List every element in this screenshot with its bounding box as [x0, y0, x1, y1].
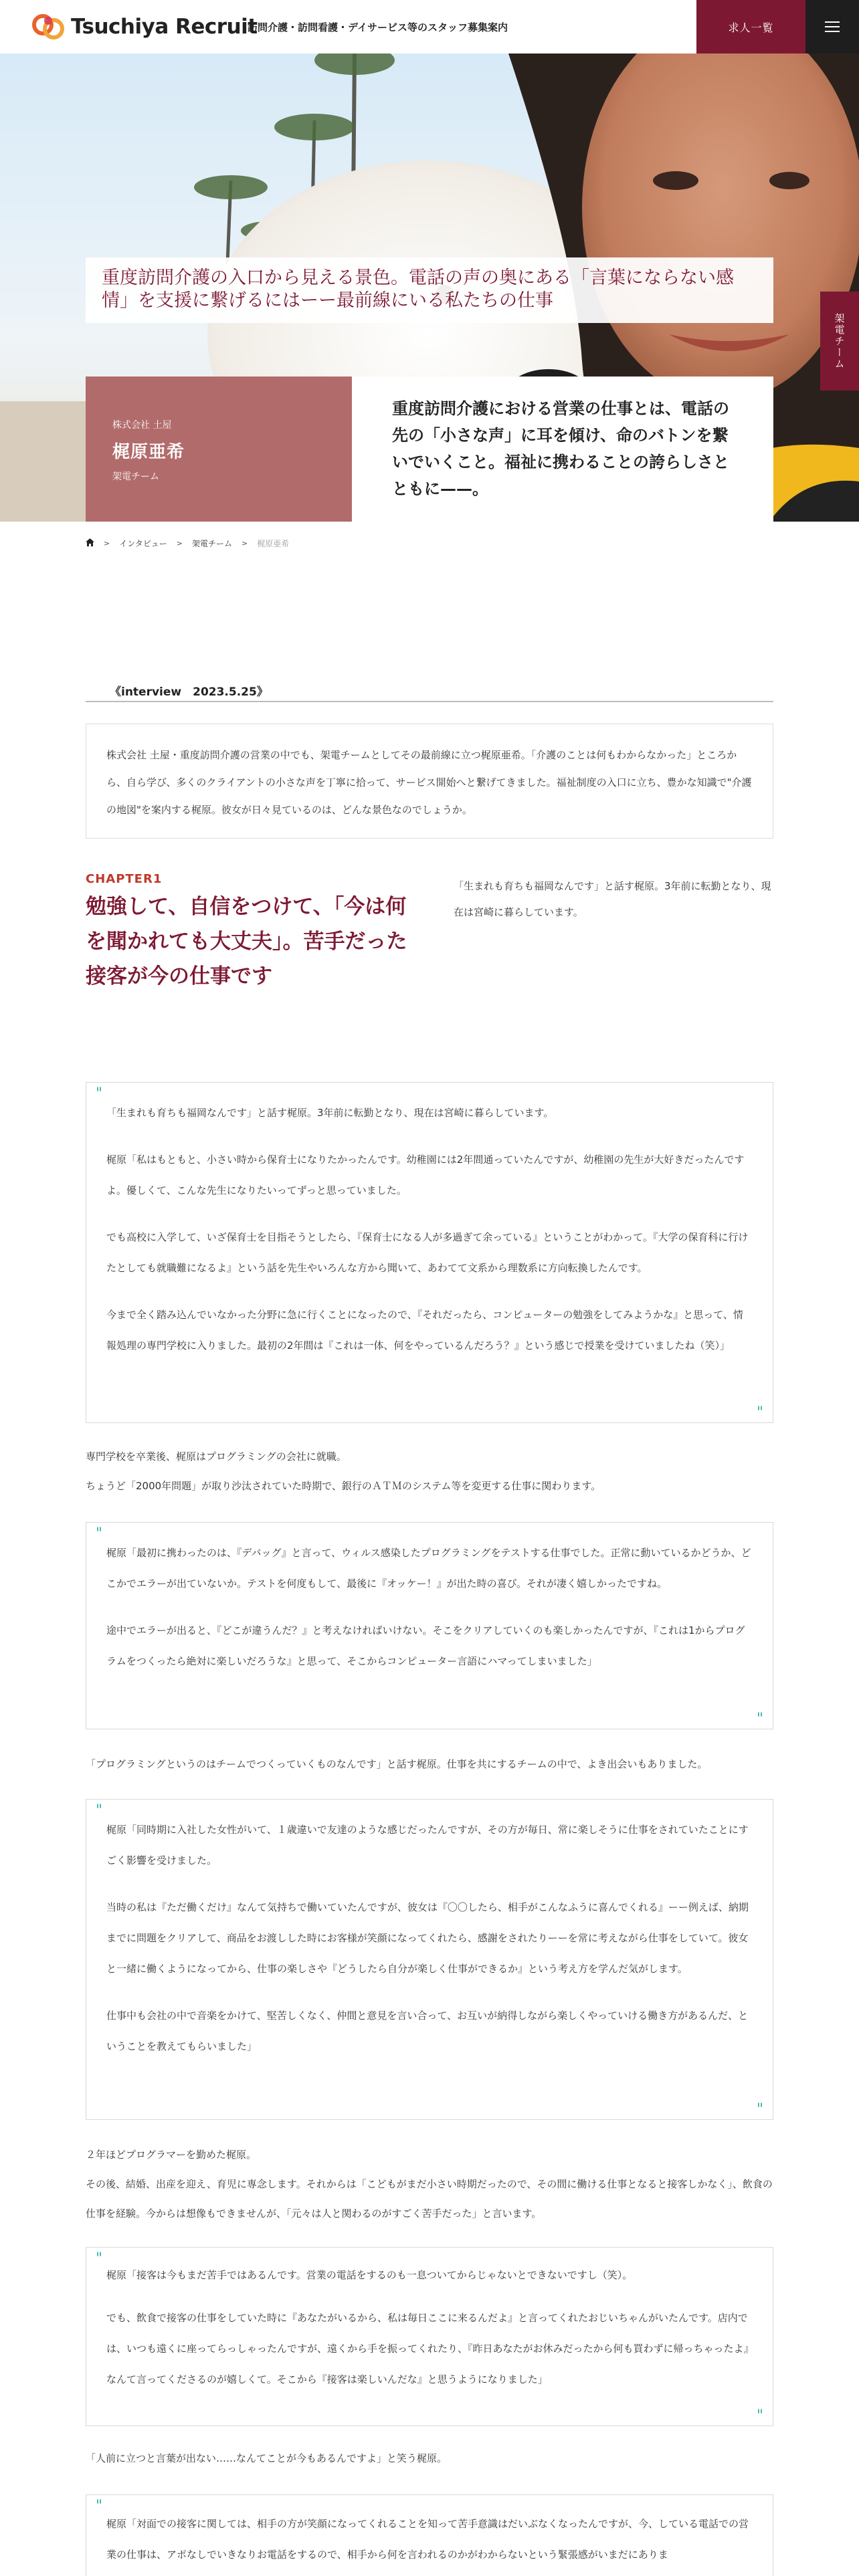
breadcrumb-interview[interactable]: インタビュー	[119, 539, 167, 548]
quote-paragraph: 梶原「私はもともと、小さい時から保育士になりたかったんです。幼稚園には2年間通っていたんですが、幼稚園の先生が大好きだったんですよ。優しくて、こんな先生になりたいってずっと思っていました。	[106, 1154, 745, 1196]
lead-text: 重度訪問介護における営業の仕事とは、電話の先の「小さな声」に耳を傾け、命のバトンを繋いでいくこと。福祉に携わることの誇らしさとともに——。	[392, 399, 729, 498]
chapter-side-text: 「生まれも育ちも福岡なんです」と話す梶原。3年前に転勤となり、現在は宮崎に暮らしています。	[454, 880, 771, 918]
article-title: 重度訪問介護の入口から見える景色。電話の声の奥にある「言葉にならない感情」を支援に繋げるにはーー最前線にいる私たちの仕事	[102, 267, 734, 311]
person-name: 梶原亜希	[112, 442, 185, 462]
hamburger-icon	[825, 21, 840, 32]
quote-block	[86, 2247, 773, 2426]
quote-paragraph: でも高校に入学して、いざ保育士を目指そうとしたら、『保育士になる人が多過ぎて余っている』ということがわかって。『大学の保育科に行けたとしても就職難になるよ』という話を先生やいろんな方から聞いて、あわてて文系から理数系に方向転換したんです。	[106, 1231, 749, 1274]
site-tagline: 訪問介護・訪問看護・デイサービス等のスタッフ募集案内	[248, 21, 508, 33]
interview-date: 《interview 2023.5.25》	[110, 685, 268, 699]
body-paragraph: 「プログラミングというのはチームでつくっていくものなんです」と話す梶原。仕事を共にするチームの中で、よき出会いもありました。	[86, 1758, 708, 1770]
body-paragraph: ２年ほどプログラマーを勤めた梶原。	[86, 2149, 257, 2161]
hero-title-box	[86, 257, 773, 323]
quote-open-icon: "	[96, 1525, 103, 1542]
quote-block	[86, 1082, 773, 1423]
quote-close-icon: "	[756, 2101, 763, 2118]
breadcrumb-team[interactable]: 架電チーム	[191, 539, 232, 548]
home-icon[interactable]	[86, 538, 94, 548]
quote-paragraph: 今まで全く踏み込んでいなかった分野に急に行くことになったので、『それだったら、コンピューターの勉強をしてみようかな』と思って、情報処理の専門学校に入りました。最初の2年間は『これは一体、何をやっているんだろう？』という感じで授業を受けていましたね（笑）」	[106, 1309, 743, 1352]
quote-paragraph: 梶原「接客は今もまだ苦手ではあるんです。営業の電話をするのも一息ついてからじゃないとできないですし（笑）。	[106, 2269, 633, 2281]
quote-open-icon: "	[96, 1802, 103, 1819]
person-card	[86, 377, 352, 522]
chapter-title: 勉強して、自信をつけて、「今は何を聞かれても大丈夫」。苦手だった接客が今の仕事です	[86, 895, 407, 988]
breadcrumb	[86, 538, 289, 549]
quote-close-icon: "	[756, 2407, 763, 2424]
job-list-button[interactable]: 求人一覧	[696, 0, 805, 53]
breadcrumb-current: 梶原亜希	[257, 539, 290, 548]
breadcrumb-separator: >	[241, 539, 248, 548]
body-paragraph: その後、結婚、出産を迎え、育児に専念します。それからは「こどもがまだ小さい時期だったので、その間に働ける仕事となると接客しかなく」、飲食の仕事を経験。今からは想像もできませんが、「元々は人と関わるのがすごく苦手だった」と言います。	[86, 2178, 773, 2220]
chapter-label: CHAPTER1	[86, 872, 163, 886]
breadcrumb-separator: >	[104, 539, 110, 548]
quote-paragraph: 梶原「最初に携わったのは、『デバッグ』と言って、ウィルス感染したプログラミングをテストする仕事でした。正常に動いているかどうか、どこかでエラーが出ていないか。テストを何度もして、最後に『オッケー！』が出た時の喜び。それが凄く嬉しかったですね。	[106, 1547, 751, 1590]
divider	[86, 701, 773, 702]
quote-paragraph: 途中でエラーが出ると、『どこが違うんだ？』と考えなければいけない。そこをクリアしていくのも楽しかったんですが、『これは1からプログラムをつくったら絶対に楽しいだろうな』と思って、そこからコンピューター言語にハマってしまいました」	[106, 1624, 745, 1667]
quote-paragraph: 梶原「対面での接客に関しては、相手の方が笑顔になってくれることを知って苦手意識はだいぶなくなったんですが、今、している電話での営業の仕事は、アポなしでいきなりお電話をするので、相手から何を言われるのかがわからないという緊張感がいまだにありま	[106, 2518, 749, 2561]
site-header	[0, 0, 859, 53]
intro-box	[86, 724, 773, 839]
logo-mark-icon	[31, 10, 68, 43]
quote-close-icon: "	[756, 1711, 763, 1727]
person-team: 架電チーム	[112, 471, 159, 482]
breadcrumb-separator: >	[176, 539, 183, 548]
team-vertical-tab[interactable]: 架電チーム	[820, 292, 859, 391]
quote-block	[86, 1522, 773, 1729]
lead-box	[352, 377, 773, 522]
quote-open-icon: "	[96, 2498, 103, 2514]
quote-paragraph: 梶原「同時期に入社した女性がいて、１歳違いで友達のような感じだったんですが、その方が毎日、常に楽しそうに仕事をされていたことにすごく影響を受けました。	[106, 1824, 749, 1866]
quote-paragraph: 「生まれも育ちも福岡なんです」と話す梶原。3年前に転勤となり、現在は宮崎に暮らしています。	[106, 1107, 554, 1119]
quote-block	[86, 2494, 773, 2576]
person-company: 株式会社 土屋	[112, 420, 172, 431]
menu-button[interactable]	[805, 0, 859, 53]
quote-block	[86, 1799, 773, 2120]
quote-paragraph: でも、飲食で接客の仕事をしていた時に『あなたがいるから、私は毎日ここに来るんだよ』と言ってくれたおじいちゃんがいたんです。店内では、いつも遠くに座ってらっしゃったんですが、遠くから手を振ってくれたり、『昨日あなたがお休みだったから何も買わずに帰っちゃったよ』なんて言ってくださるのが嬉しくて。そこから『接客は楽しいんだな』と思うようになりました」	[106, 2312, 749, 2385]
intro-text: 株式会社 土屋・重度訪問介護の営業の中でも、架電チームとしてその最前線に立つ梶原亜希。「介護のことは何もわからなかった」ところから、自ら学び、多くのクライアントの小さな声を丁寧に拾って、サービス開始へと繋げてきました。福祉制度の入口に立ち、豊かな知識で"介護の地図"を案内する梶原。彼女が日々見ているのは、どんな景色なのでしょうか。	[106, 749, 752, 816]
logo-text: Tsuchiya Recruit	[71, 15, 258, 39]
quote-open-icon: "	[96, 2250, 103, 2267]
body-paragraph: ちょうど「2000年問題」が取り沙汰されていた時期で、銀行のＡＴＭのシステム等を変更する仕事に関わります。	[86, 1480, 601, 1492]
quote-close-icon: "	[756, 1404, 763, 1421]
quote-open-icon: "	[96, 1085, 103, 1102]
quote-paragraph: 仕事中も会社の中で音楽をかけて、堅苦しくなく、仲間と意見を言い合って、お互いが納得しながら楽しくやっていける働き方があるんだ、ということを教えてもらいました」	[106, 2010, 749, 2052]
quote-paragraph: 当時の私は『ただ働くだけ』なんて気持ちで働いていたんですが、彼女は『〇〇したら、相手がこんなふうに喜んでくれる』ーー例えば、納期までに問題をクリアして、商品をお渡しした時にお客様が笑顔になってくれたら、感謝をされたりーーを常に考えながら仕事をしていて。彼女と一緒に働くようになってから、仕事の楽しさや『どうしたら自分が楽しく仕事ができるか』という考え方を学んだ気がします。	[106, 1901, 749, 1975]
body-paragraph: 専門学校を卒業後、梶原はプログラミングの会社に就職。	[86, 1451, 347, 1463]
body-paragraph: 「人前に立つと言葉が出ない……なんてことが今もあるんですよ」と笑う梶原。	[86, 2452, 448, 2464]
site-logo[interactable]	[31, 9, 258, 44]
